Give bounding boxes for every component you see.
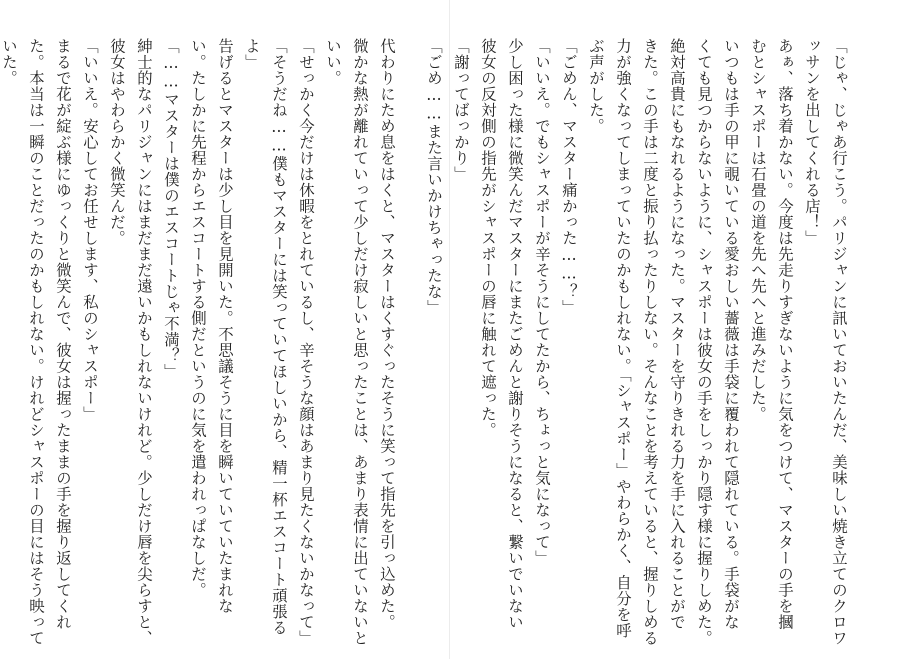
left-page-line-7: 告げるとマスターは少し目を見開いた。不思議そうに目を瞬いていていたまれな bbox=[216, 38, 234, 614]
left-page-line-4: 「せっかく今だけは休暇をとれているし、辛そうな顔はあまり見たくないかなって」 bbox=[297, 38, 315, 646]
right-page-line-11: 「ごめん、マスター痛かった……？」 bbox=[560, 38, 578, 316]
left-page-line-13: まるで花が綻ぶ様にゆっくりと微笑んで、彼女は握ったままの手を握り返してくれ bbox=[54, 38, 72, 630]
right-page-line-4: むとシャスポーは石畳の道を先へ先へと進みだした。 bbox=[749, 38, 767, 422]
left-page-line-14: た。本当は一瞬のことだったのかもしれない。けれどシャスポーの目にはそう映って bbox=[27, 38, 45, 646]
right-page-line-9: 力が強くなってしまっていたのかもしれない。「シャスポー」やわらかく、自分を呼 bbox=[614, 38, 632, 639]
left-page-line-2: 微かな熱が離れていって少しだけ寂しいと思ったことは、あまり表情に出ていないと bbox=[351, 38, 369, 646]
left-page-line-12: 「いいえ。安心してお任せします、私のシャスポー」 bbox=[81, 38, 99, 422]
right-page-line-12: 「いいえ。でもシャスポーが辛そうにしてたから、ちょっと気になって」 bbox=[533, 38, 551, 566]
right-page-line-16: 「ごめ……また言いかけちゃったな」 bbox=[425, 38, 443, 316]
right-page-line-3: あぁ、落ち着かない。今度は先走りすぎないように気をつけて、マスターの手を摑 bbox=[776, 38, 794, 630]
right-page-line-10: ぶ声がした。 bbox=[587, 38, 605, 134]
right-page-line-13: 少し困った様に微笑んだマスターにまたごめんと謝りそうになると、繋いでいない bbox=[506, 38, 524, 630]
right-page-line-6: くても見つからないように、シャスポーは彼女の手をしっかり隠す様に握りしめた。 bbox=[695, 38, 713, 646]
left-page-line-8: い。たしかに先程からエスコートする側だというのに気を遣われっぱなしだ。 bbox=[189, 38, 207, 598]
right-page-line-14: 彼女の反対側の指先がシャスポーの唇に触れて遮った。 bbox=[479, 38, 497, 438]
left-page-line-5: 「そうだね……僕もマスターには笑っていてほしいから、精一杯エスコート頑張る bbox=[270, 38, 288, 636]
left-page-line-1: 代わりにため息をはくと、マスターはくすぐったそうに笑って指先を引っ込めた。 bbox=[378, 38, 396, 630]
right-page-line-8: きた。この手は二度と振り払ったりしない。そんなことを考えていると、握りしめる bbox=[641, 38, 659, 646]
left-page-line-11: 彼女はやわらかく微笑んだ。 bbox=[108, 38, 126, 246]
left-page-line-6: よ」 bbox=[243, 38, 261, 70]
right-page-line-5: いつもは手の甲に覗いている愛おしい薔薇は手袋に覆われて隠れている。手袋がな bbox=[722, 38, 740, 630]
right-page-line-2: ッサンを出してくれる店！」 bbox=[803, 38, 821, 246]
right-page-line-15: 「謝ってばっかり」 bbox=[452, 38, 470, 182]
left-page-line-3: いい。 bbox=[324, 38, 342, 86]
right-page-line-1: 「じゃ、じゃあ行こう。パリジャンに訊いておいたんだ、美味しい焼き立てのクロワ bbox=[830, 38, 848, 646]
left-page-line-15: いた。 bbox=[0, 38, 18, 86]
left-page-line-10: 紳士的なパリジャンにはまだまだ遠いかもしれないけれど。少しだけ唇を尖らすと、 bbox=[135, 38, 153, 646]
right-page-line-7: 絶対高貴にもなれるようになった。マスターを守りきれる力を手に入れることがで bbox=[668, 38, 686, 630]
left-page-line-9: 「……マスターは僕のエスコートじゃ不満？」 bbox=[162, 38, 180, 380]
